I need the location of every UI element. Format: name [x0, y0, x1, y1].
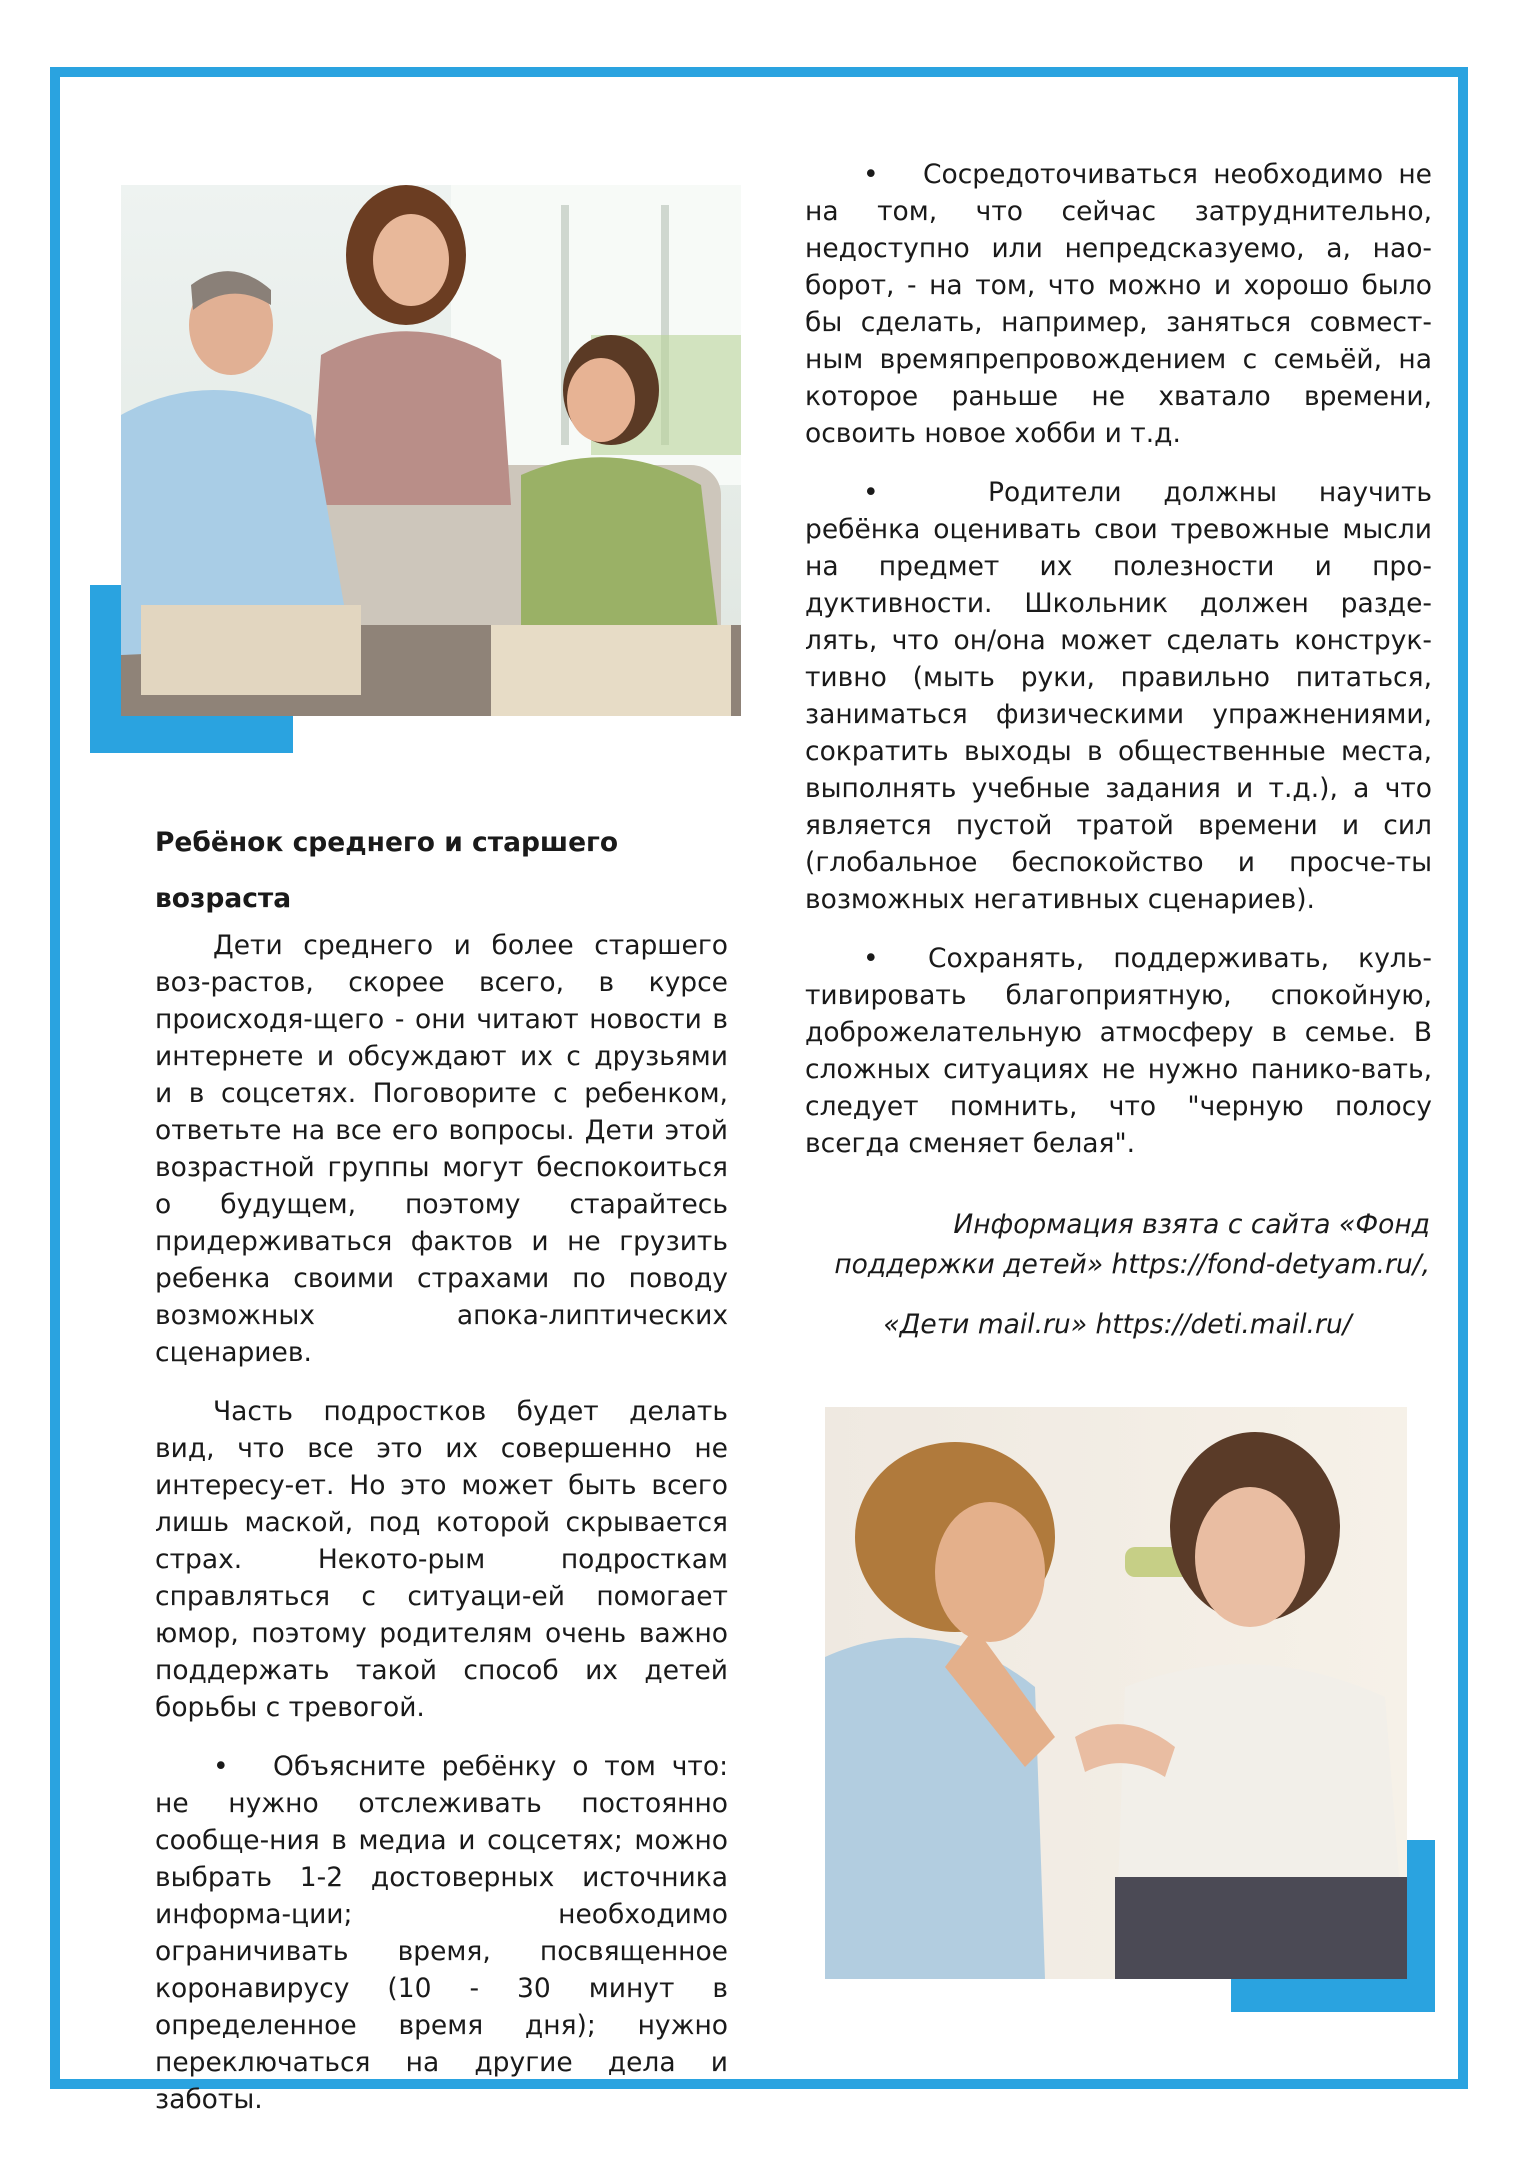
bullet-marker: • [863, 159, 879, 190]
left-column [155, 815, 728, 2118]
mother-and-son-photo [825, 1407, 1407, 1979]
bullet-marker: • [213, 1751, 229, 1782]
family-photo [121, 185, 741, 716]
right-bullet-2-text: Родители должны научить ребёнка оценивать свои тревожные мысли на предмет их полезности и про-дуктивности. Школьник должен разде-лять, что он/она может сделать конструк-тивно (мыть руки, правильно питаться, заниматься физическими упражнениями, сократить выходы в общественные места, выполнять учебные задания и т.д.), а что является пустой тратой времени и сил (глобальное беспокойство и просче-ты возможных негативных сценариев). [805, 477, 1432, 915]
left-bullet-1-text: Объясните ребёнку о том что: не нужно отслеживать постоянно сообще-ния в медиа и соцсетях; можно выбрать 1-2 достоверных источника информа-ции; необходимо ограничивать время, посвященное коронавирусу (10 - 30 минут в определенное время дня); нужно переключаться на другие дела и заботы. [155, 1751, 728, 2115]
right-column [805, 156, 1432, 1162]
section-heading-line1: Ребёнок среднего и старшего [155, 827, 619, 858]
left-paragraph-2: Часть подростков будет делать вид, что все это их совершенно не интересу-ет. Но это может быть всего лишь маской, под которой скрывается страх. Некото-рым подросткам справляться с ситуаци-ей помогает юмор, поэтому родителям очень важно поддержать такой способ их детей борьбы с тревогой. [155, 1396, 728, 1723]
source-citation [805, 1205, 1430, 1345]
right-bullet-1 [805, 156, 1432, 452]
source-line-2: «Дети mail.ru» https://deti.mail.ru/ [883, 1309, 1352, 1340]
section-heading-line2: возраста [155, 883, 292, 914]
source-line-1: Информация взята с сайта «Фонд поддержки детей» https://fond-detyam.ru/, [834, 1209, 1430, 1280]
right-bullet-3 [805, 940, 1432, 1162]
right-bullet-3-text: Сохранять, поддерживать, куль-тивировать благоприятную, спокойную, доброжелательную атмосферу в семье. В сложных ситуациях не нужно панико-вать, следует помнить, что "черную полосу всегда сменяет белая". [805, 943, 1432, 1159]
left-bullet-1 [155, 1748, 728, 2118]
left-paragraph-1: Дети среднего и более старшего воз-растов, скорее всего, в курсе происходя-щего - они читают новости в интернете и обсуждают их с друзьями и в соцсетях. Поговорите с ребенком, ответьте на все его вопросы. Дети этой возрастной группы могут беспокоиться о будущем, поэтому старайтесь придерживаться фактов и не грузить ребенка своими страхами по поводу возможных апока-липтических сценариев. [155, 930, 728, 1368]
right-bullet-1-text: Сосредоточиваться необходимо не на том, что сейчас затруднительно, недоступно или непредсказуемо, а, нао-борот, - на том, что можно и хорошо было бы сделать, например, заняться совмест-ным времяпрепровождением с семьёй, на которое раньше не хватало времени, освоить новое хобби и т.д. [805, 159, 1432, 449]
bullet-marker: • [863, 943, 879, 974]
right-bullet-2 [805, 474, 1432, 918]
bullet-marker: • [863, 477, 879, 508]
